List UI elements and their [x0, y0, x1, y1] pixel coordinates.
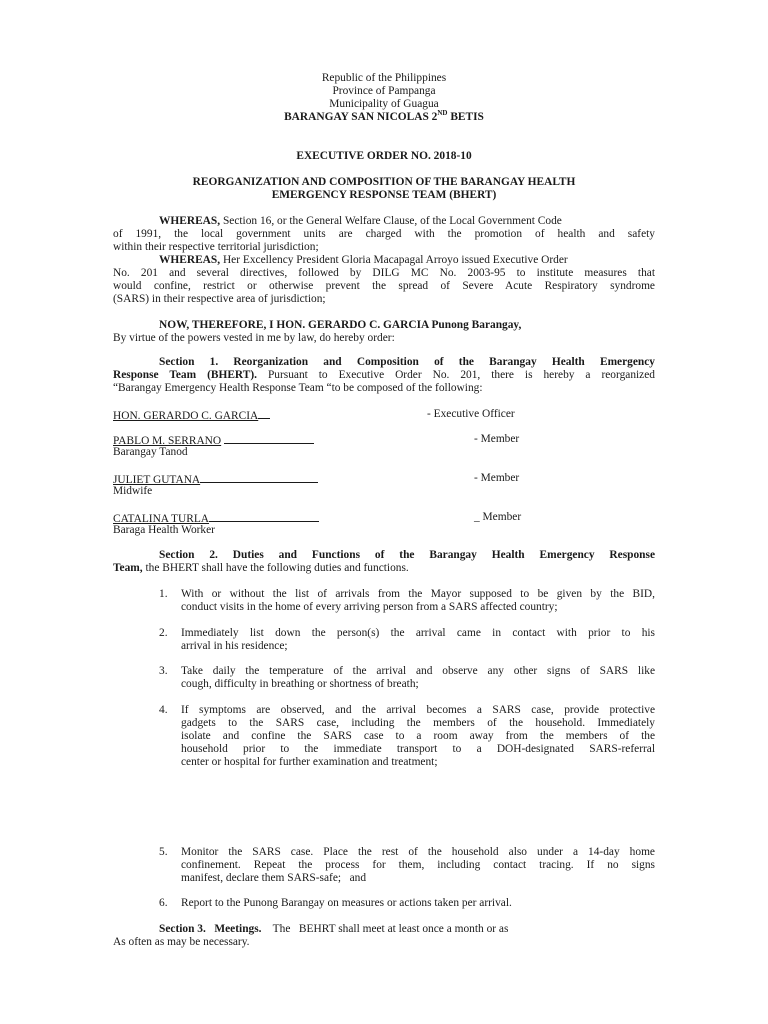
member-1-name: HON. GERARDO C. GARCIA	[113, 408, 270, 423]
member-4-position: Baraga Health Worker	[113, 524, 215, 536]
duty-4-line-5: center or hospital for further examination and treatment;	[181, 756, 438, 768]
header-province: Province of Pampanga	[332, 85, 436, 97]
member-3-name: JULIET GUTANA	[113, 472, 318, 487]
duty-5-line-1: Monitor the SARS case. Place the rest of the household also under a 14-day home	[181, 846, 655, 858]
header-municipality: Municipality of Guagua	[329, 98, 439, 110]
member-1-role: - Executive Officer	[427, 408, 515, 420]
whereas-2-line-1: WHEREAS, Her Excellency President Gloria Macapagal Arroyo issued Executive Order	[159, 254, 568, 266]
section-2-heading: Section 2. Duties and Functions of the Barangay Health Emergency Response	[159, 549, 655, 561]
section-1-heading: Section 1. Reorganization and Composition of the Barangay Health Emergency	[159, 356, 655, 368]
duty-3-number: 3.	[159, 665, 168, 677]
duty-4-number: 4.	[159, 704, 168, 716]
duty-2-line-2: arrival in his residence;	[181, 640, 288, 652]
now-therefore: NOW, THEREFORE, I HON. GERARDO C. GARCIA Punong Barangay,	[159, 319, 522, 331]
section-2-line-2: Team, the BHERT shall have the following duties and functions.	[113, 562, 409, 574]
whereas-1-line-2: of 1991, the local government units are charged with the promotion of health and safety	[113, 228, 655, 240]
subject-line-2: EMERGENCY RESPONSE TEAM (BHERT)	[271, 189, 497, 201]
whereas-2-line-3: would confine, restrict or otherwise prevent the spread of Severe Acute Respiratory syndrome	[113, 280, 655, 292]
header-barangay: BARANGAY SAN NICOLAS 2ND BETIS	[284, 109, 484, 123]
duty-1-line-2: conduct visits in the home of every arriving person from a SARS affected country;	[181, 601, 558, 613]
duty-4-line-3: isolate and confine the SARS case to a room away from the members of the	[181, 730, 655, 742]
duty-6-number: 6.	[159, 897, 168, 909]
duty-6-line-1: Report to the Punong Barangay on measures or actions taken per arrival.	[181, 897, 512, 909]
subject-line-1: REORGANIZATION AND COMPOSITION OF THE BARANGAY HEALTH	[192, 176, 576, 188]
section-1-line-3: “Barangay Emergency Health Response Team “to be composed of the following:	[113, 382, 483, 394]
section-3-line-1: Section 3. Meetings. The BEHRT shall meet at least once a month or as	[159, 923, 509, 935]
whereas-2-line-4: (SARS) in their respective area of jurisdiction;	[113, 293, 326, 305]
duty-5-line-2: confinement. Repeat the process for them, including contact tracing. If no signs	[181, 859, 655, 871]
duty-4-line-1: If symptoms are observed, and the arrival becomes a SARS case, provide protective	[181, 704, 655, 716]
duty-5-number: 5.	[159, 846, 168, 858]
member-2-role: - Member	[474, 433, 520, 445]
order-title: EXECUTIVE ORDER NO. 2018-10	[296, 150, 472, 162]
duty-5-line-3: manifest, declare them SARS-safe; and	[181, 872, 367, 884]
duty-3-line-2: cough, difficulty in breathing or shortness of breath;	[181, 678, 419, 690]
member-3-position: Midwife	[113, 485, 153, 497]
section-3-line-2: As often as may be necessary.	[113, 936, 250, 948]
duty-4-line-2: gadgets to the SARS case, including the members of the household. Immediately	[181, 717, 655, 729]
duty-3-line-1: Take daily the temperature of the arrival and observe any other signs of SARS like	[181, 665, 655, 677]
header-republic: Republic of the Philippines	[321, 72, 447, 84]
powers-vested: By virtue of the powers vested in me by law, do hereby order:	[113, 332, 395, 344]
member-3-role: - Member	[474, 472, 520, 484]
duty-1-line-1: With or without the list of arrivals from the Mayor supposed to be given by the BID,	[181, 588, 655, 600]
whereas-2-line-2: No. 201 and several directives, followed by DILG MC No. 2003-95 to institute measures that	[113, 267, 655, 279]
member-2-position: Barangay Tanod	[113, 446, 188, 458]
member-4-role: _ Member	[474, 511, 522, 523]
duty-2-number: 2.	[159, 627, 168, 639]
whereas-1-line-3: within their respective territorial jurisdiction;	[113, 241, 319, 253]
member-4-name: CATALINA TURLA	[113, 511, 319, 526]
section-1-line-2: Response Team (BHERT). Pursuant to Executive Order No. 201, there is hereby a reorganized	[113, 369, 655, 381]
member-2-name: PABLO M. SERRANO	[113, 433, 314, 448]
duty-1-number: 1.	[159, 588, 168, 600]
whereas-1-line-1: WHEREAS, Section 16, or the General Welfare Clause, of the Local Government Code	[159, 215, 562, 227]
duty-4-line-4: household prior to the immediate transport to a DOH-designated SARS-referral	[181, 743, 655, 755]
duty-2-line-1: Immediately list down the person(s) the arrival came in contact with prior to his	[181, 627, 655, 639]
